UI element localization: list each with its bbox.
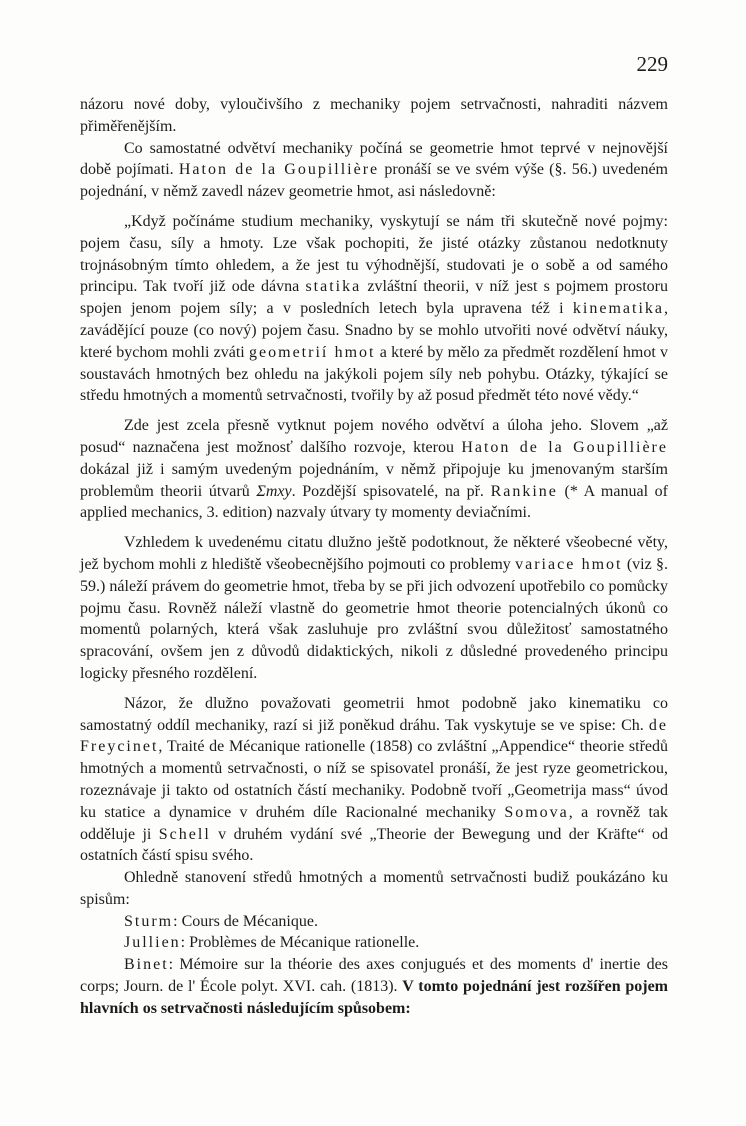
emphasis-term: variace hmot — [515, 555, 623, 573]
text-run: „Když počínáme studium mechaniky, vyskytují se nám tři skutečně nové pojmy: pojem času, síly a hmoty. Lze však pochopiti, že jisté otázky zůstanou nedotknuty trojnásobným tímto ohledem, a že jest tu výhodnější, studovati je o sobě a od samého principu. Tak tvoří již ode dávna — [80, 212, 668, 296]
text-run: a které by mělo za předmět rozdělení hmot v soustavách hmotných bez ohledu na jakýkoli pojem síly neb pohybu. Otázky, týkající se středu hmotných a momentů setrvačnosti, tvořily by až posud předmět této nové vědy.“ — [80, 343, 669, 405]
text-run: Co samostatné odvětví mechaniky počíná se geometrie hmot teprvé v nejnovější době pojímati. — [80, 139, 668, 179]
text-run: (viz §. 59.) náleží právem do geometrie hmot, třeba by se při jich odvození upotřebilo co pomůcky pojmu času. Rovněž náleží vlastně do geometrie hmot theorie potencialných úkonů co momentů polarných, která však zasluhuje pro zvláštní svou důležitosť samostatného spracování, ovšem jen z důvodů didaktických, nikoli z důsledné provedeného principu logicky přesného rozdělení. — [80, 555, 669, 682]
paragraph-4 — [80, 532, 668, 685]
text-run: Zde jest zcela přesně vytknut pojem nového odvětví a úloha jeho. Slovem „až posud“ naznačena jest možnosť dalšího rozvoje, kterou — [80, 417, 668, 456]
author-name: de Freycinet — [80, 716, 668, 756]
page-number: 229 — [636, 52, 668, 76]
text-run: zvláštní theorii, v níž jest s pojmem prostoru spojen jenom pojem síly; a v posledních letech byla upravena též i — [80, 278, 668, 318]
paragraph-5 — [80, 693, 668, 867]
author-name: Sturm — [124, 912, 174, 930]
text-run: , Traité de Mécanique rationelle (1858) co zvláštní „Appendice“ theorie středů hmotných a momentů setrvačnosti, o níž se spisovatel pronáší, že jest ryze geometrickou, rozeznávaje ji takto od ostatních částí mechaniky. Podobně tvoří „Geometrija mass“ úvod ku statice a dynamice v druhém díle Racionalné mechaniky — [80, 738, 668, 821]
text-run: v druhém vydání své „Theorie der Bewegung und der Kräfte“ od ostatních částí spisu svého. — [80, 825, 668, 865]
text-run: , zavádějící pouze (co nový) pojem času. Snadno by se mohlo utvořiti nové odvětví náuky, které bychom mohli zváti — [80, 300, 668, 361]
author-name: Haton de la Goupillière — [178, 161, 380, 179]
math-symbol: Σmxy — [256, 482, 292, 500]
text-run: : Problèmes de Mécanique rationelle. — [180, 934, 420, 952]
reference-sturm — [80, 911, 668, 933]
text-run: dokázal již i samým uvedeným pojednáním, v němž připojuje ku jmenovaným starším problemům theorii útvarů — [80, 460, 668, 500]
paragraph-6: Ohledně stanovení středů hmotných a momentů setrvačnosti budiž poukázáno ku spisům: — [80, 869, 668, 908]
paragraph-3 — [80, 415, 668, 524]
text-run: : Mémoire sur la théorie des axes conjugués et des moments d' inertie des corps; Journ. de l' École polyt. XVI. cah. (1813). — [80, 956, 668, 996]
author-name: Binet — [124, 956, 169, 974]
author-name: Haton de la Goupillière — [461, 438, 668, 456]
author-name: Schell — [158, 825, 211, 843]
text-run: : Cours de Mécanique. — [173, 912, 318, 930]
paragraph-2 — [80, 138, 668, 203]
paragraph-1: názoru nové doby, vyloučivšího z mechaniky pojem setrvačnosti, nahraditi názvem přiměřenějším. — [80, 96, 668, 135]
author-name: Rankine — [490, 482, 558, 500]
reference-binet — [80, 954, 668, 1019]
text-run: pronáší se ve svém výše (§. 56.) uvedeném pojednání, v němž zavedl název geometrie hmot, asi následovně: — [80, 161, 668, 201]
text-run: (* A manual of applied mechanics, 3. edition) nazvaly útvary ty momenty deviačními. — [80, 482, 668, 522]
emphasis-term: statika — [305, 278, 362, 296]
text-run: Názor, že dlužno považovati geometrii hmot podobně jako kinematiku co samostatný oddíl mechaniky, razí si již poněkud dráhu. Tak vyskytuje se ve spise: Ch. — [80, 694, 668, 734]
emphasis-term: geometrií hmot — [249, 343, 376, 361]
text-run: , a rovněž tak odděluje ji — [80, 803, 668, 843]
body-text — [80, 94, 668, 1020]
quote-paragraph — [80, 211, 668, 407]
bold-text-run: V tomto pojednání jest rozšířen pojem hlavních os setrvačnosti následujícím spůsobem: — [80, 978, 669, 1017]
author-name: Somova — [504, 803, 569, 821]
text-run: Vzhledem k uvedenému citatu dlužno ještě podotknout, že některé všeobecné věty, jež bychom mohli z hlediště všeobecnějšího pojmouti co problemy — [80, 534, 668, 573]
reference-jullien — [80, 932, 668, 954]
emphasis-term: kinematika — [572, 300, 664, 318]
author-name: Jullien — [124, 934, 181, 952]
text-run: . Pozdější spisovatelé, na př. — [291, 482, 491, 500]
